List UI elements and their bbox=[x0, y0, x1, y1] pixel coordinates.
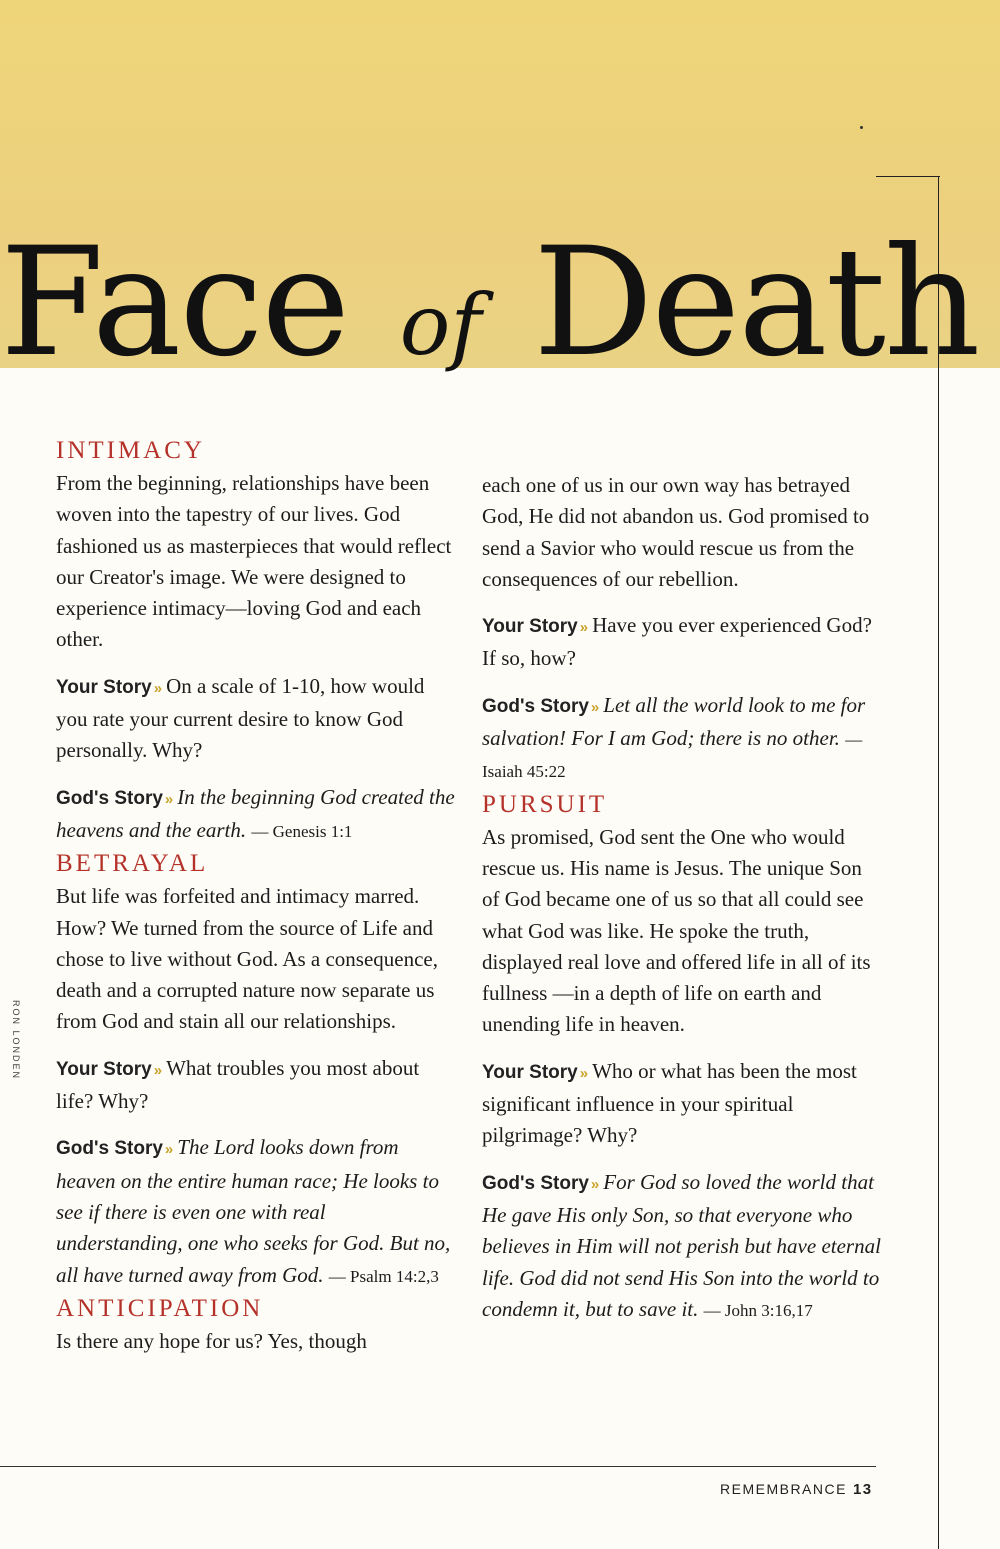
anticipation-body-start: Is there any hope for us? Yes, though bbox=[56, 1328, 367, 1353]
gods-story-quote: For God so loved the world that He gave His only Son, so that everyone who believes in Him will not perish but have eternal life. God did not send His Son into the world to condemn it, but to save it. bbox=[482, 1169, 881, 1321]
double-chevron-icon: » bbox=[164, 1141, 174, 1159]
scripture-reference: — John 3:16,17 bbox=[703, 1300, 813, 1320]
double-chevron-icon: » bbox=[579, 1064, 589, 1082]
double-chevron-icon: » bbox=[153, 679, 163, 697]
double-chevron-icon: » bbox=[164, 790, 174, 808]
your-story-label: Your Story bbox=[482, 616, 578, 638]
double-chevron-icon: » bbox=[579, 619, 589, 637]
scripture-reference: — Genesis 1:1 bbox=[251, 821, 353, 841]
intimacy-gods-story bbox=[56, 782, 456, 848]
title-word-of: of bbox=[399, 276, 482, 374]
gods-story-label: God's Story bbox=[482, 1172, 589, 1194]
frame-line-top bbox=[876, 176, 940, 177]
anticipation-gods-story bbox=[482, 690, 882, 788]
your-story-text: On a scale of 1-10, how would you rate your current desire to know God personally. Why? bbox=[56, 673, 425, 763]
anticipation-your-story bbox=[482, 610, 882, 675]
betrayal-your-story bbox=[56, 1053, 456, 1118]
anticipation-body-cont: each one of us in our own way has betrayed God, He did not abandon us. God promised to send a Savior who would rescue us from the consequences of our rebellion. bbox=[482, 473, 870, 591]
gods-story-label: God's Story bbox=[56, 787, 163, 809]
intimacy-body: From the beginning, relationships have been woven into the tapestry of our lives. God fashioned us as masterpieces that would reflect our Creator's image. We were designed to experience intimacy—loving God and each other. bbox=[56, 471, 452, 652]
section-heading-intimacy: INTIMACY bbox=[56, 437, 205, 464]
section-heading-pursuit: PURSUIT bbox=[482, 790, 608, 818]
your-story-text: What troubles you most about life? Why? bbox=[56, 1055, 420, 1114]
section-heading-anticipation: ANTICIPATION bbox=[56, 1294, 264, 1322]
betrayal-gods-story bbox=[56, 1132, 456, 1291]
double-chevron-icon: » bbox=[153, 1061, 163, 1079]
betrayal-body: But life was forfeited and intimacy marred. How? We turned from the source of Life and chose to live without God. As a consequence, death and a corrupted nature now separate us from God and stain all our relationships. bbox=[56, 884, 438, 1034]
magazine-name: REMEMBRANCE bbox=[720, 1481, 847, 1497]
page-title bbox=[0, 216, 979, 390]
speck bbox=[860, 126, 863, 129]
intimacy-your-story bbox=[56, 671, 456, 767]
gods-story-quote: The Lord looks down from heaven on the entire human race; He looks to see if there is even one with real understanding, one who seeks for God. But no, all have turned away from God. bbox=[56, 1135, 451, 1287]
gods-story-quote: Let all the world look to me for salvation! For I am God; there is no other. bbox=[482, 692, 866, 751]
gods-story-quote: In the beginning God created the heavens and the earth. bbox=[56, 784, 455, 842]
double-chevron-icon: » bbox=[590, 698, 600, 716]
pursuit-your-story bbox=[482, 1056, 882, 1152]
gods-story-label: God's Story bbox=[56, 1138, 163, 1160]
section-heading-betrayal: BETRAYAL bbox=[56, 850, 209, 878]
page-number: 13 bbox=[852, 1481, 873, 1498]
gods-story-label: God's Story bbox=[482, 695, 589, 717]
pursuit-body: As promised, God sent the One who would rescue us. His name is Jesus. The unique Son of God became one of us so that all could see what God was like. He spoke the truth, displayed real love and offered life in all of its fullness —in a depth of life on earth and unending life in heaven. bbox=[482, 824, 871, 1037]
page-footer bbox=[720, 1481, 873, 1498]
scripture-reference: — Psalm 14:2,3 bbox=[328, 1266, 439, 1286]
title-word-face: Face bbox=[0, 216, 349, 390]
your-story-label: Your Story bbox=[482, 1061, 578, 1083]
your-story-text: Have you ever experienced God? If so, how? bbox=[482, 613, 872, 671]
left-column bbox=[56, 434, 456, 1357]
scripture-reference: — Isaiah 45:22 bbox=[482, 730, 863, 782]
pursuit-gods-story bbox=[482, 1167, 882, 1326]
right-column bbox=[482, 470, 882, 1326]
your-story-label: Your Story bbox=[56, 676, 152, 698]
photo-credit: RON LONDEN bbox=[11, 1000, 21, 1081]
double-chevron-icon: » bbox=[590, 1175, 600, 1193]
your-story-text: Who or what has been the most significant influence in your spiritual pilgrimage? Why? bbox=[482, 1058, 857, 1148]
your-story-label: Your Story bbox=[56, 1058, 152, 1080]
footer-rule bbox=[0, 1466, 876, 1467]
title-word-death: Death bbox=[533, 216, 979, 390]
